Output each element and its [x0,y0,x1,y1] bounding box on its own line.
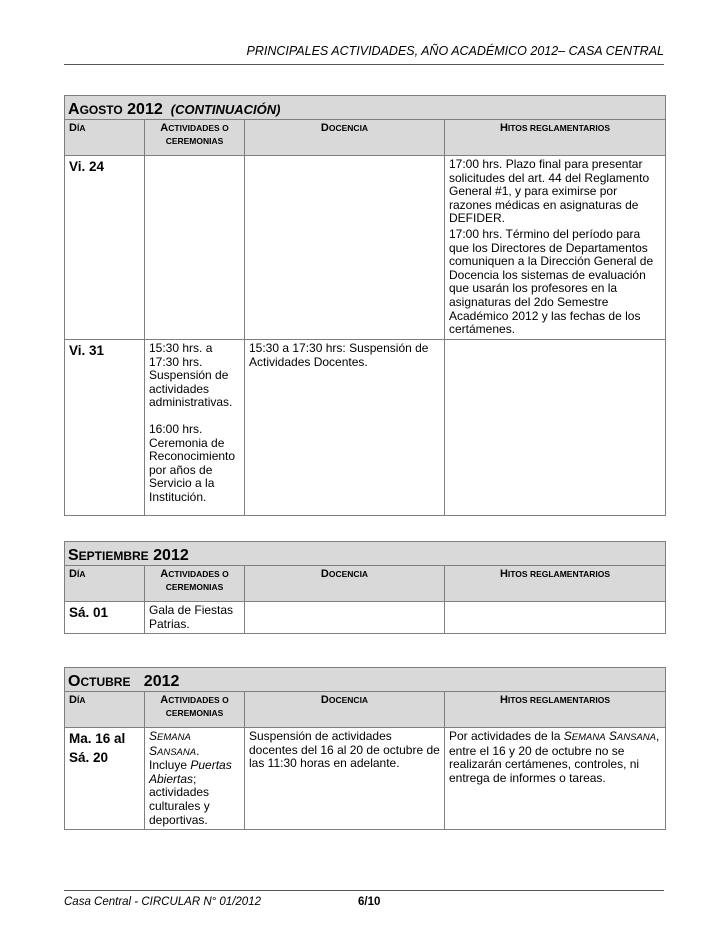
day-cell: Vi. 24 [65,156,145,340]
header-divider [64,64,664,65]
month-header-septiembre [65,542,666,566]
hitos-cell [445,602,666,634]
col-hitos: HITOS REGLAMENTARIOS [445,120,666,156]
day-cell: Ma. 16 al Sá. 20 [65,728,145,830]
column-header-row [65,566,666,602]
col-dia: DÍA [65,120,145,156]
col-docencia: DOCENCIA [245,692,445,728]
agosto-table [64,95,666,516]
col-dia: DÍA [65,566,145,602]
col-actividades: ACTIVIDADES O CEREMONIAS [145,120,245,156]
actividades-cell: SEMANA SANSANA. Incluye Puertas Abiertas; actividades culturales y deportivas. [145,728,245,830]
docencia-cell: 15:30 a 17:30 hrs: Suspensión de Actividades Docentes. [245,340,445,516]
actividades-cell: 15:30 hrs. a 17:30 hrs. Suspensión de actividades administrativas. 16:00 hrs. Ceremonia de Reconocimiento por años de Servicio a la Institución. [145,340,245,516]
page-header: PRINCIPALES ACTIVIDADES, AÑO ACADÉMICO 2012– CASA CENTRAL [246,44,664,58]
continuation-label: (CONTINUACIÓN) [170,102,281,118]
actividades-cell [145,156,245,340]
col-hitos: HITOS REGLAMENTARIOS [445,566,666,602]
month-title: SEPTIEMBRE 2012 [65,542,666,566]
docencia-cell [245,602,445,634]
col-hitos: HITOS REGLAMENTARIOS [445,692,666,728]
day-cell: Sá. 01 [65,602,145,634]
section-agosto [64,95,665,516]
table-row [65,728,666,830]
month-title: AGOSTO 2012 (CONTINUACIÓN) [65,96,666,120]
col-docencia: DOCENCIA [245,566,445,602]
table-row [65,602,666,634]
section-septiembre [64,541,665,634]
page-number: 6/10 [358,896,381,908]
footer-divider [64,890,664,891]
footer-circular: Casa Central - CIRCULAR N° 01/2012 [64,896,261,908]
col-docencia: DOCENCIA [245,120,445,156]
septiembre-table [64,541,666,634]
hitos-cell [445,340,666,516]
octubre-table [64,667,666,830]
hitos-cell: 17:00 hrs. Plazo final para presentar solicitudes del art. 44 del Reglamento General #1, y para eximirse por razones médicas en asignaturas de DEFIDER. 17:00 hrs. Término del período para que los Directores de Departamentos comuniquen a la Dirección General de Docencia los sistemas de evaluación que usarán los profesores en la asignaturas del 2do Semestre Académico 2012 y las fechas de los certámenes. [445,156,666,340]
section-octubre [64,667,665,830]
hitos-cell: Por actividades de la SEMANA SANSANA, entre el 16 y 20 de octubre no se realizarán certámenes, controles, ni entrega de informes o tareas. [445,728,666,830]
column-header-row [65,120,666,156]
table-row [65,156,666,340]
month-title: OCTUBRE 2012 [65,668,666,692]
docencia-cell: Suspensión de actividades docentes del 16 al 20 de octubre de las 11:30 horas en adelante. [245,728,445,830]
col-actividades: ACTIVIDADES O CEREMONIAS [145,566,245,602]
day-cell: Vi. 31 [65,340,145,516]
table-row [65,340,666,516]
col-actividades: ACTIVIDADES O CEREMONIAS [145,692,245,728]
actividades-cell: Gala de Fiestas Patrias. [145,602,245,634]
column-header-row [65,692,666,728]
month-header-octubre [65,668,666,692]
col-dia: DÍA [65,692,145,728]
docencia-cell [245,156,445,340]
month-header-agosto [65,96,666,120]
